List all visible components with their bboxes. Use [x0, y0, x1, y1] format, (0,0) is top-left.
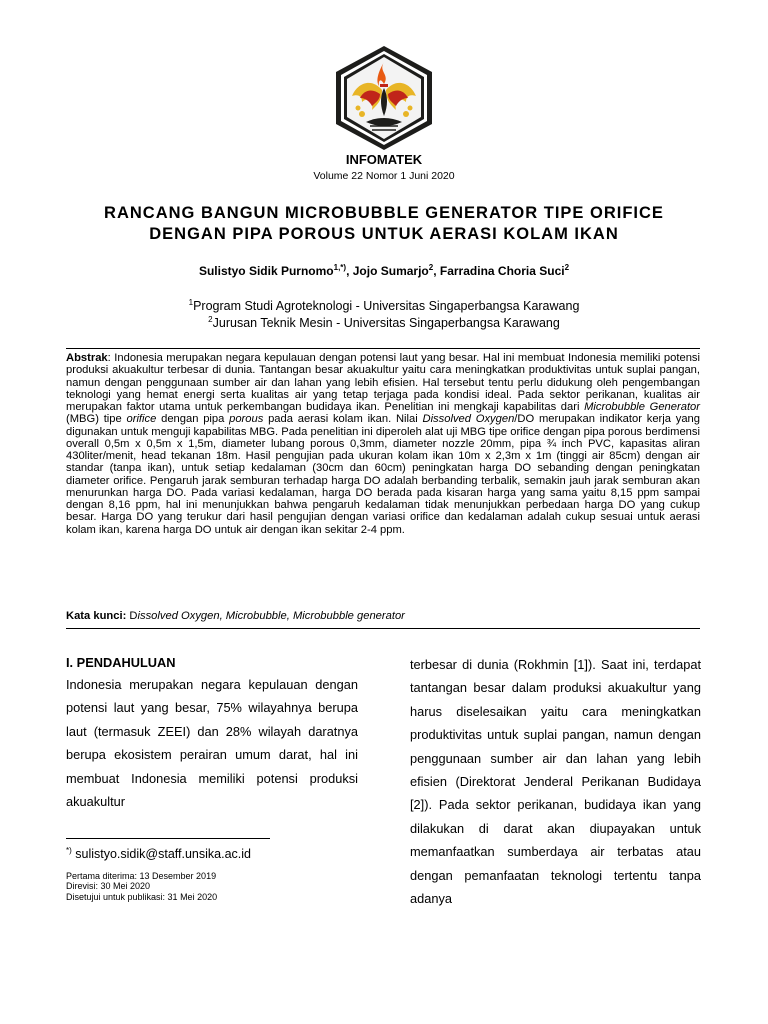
abstract-italic: porous [229, 413, 264, 426]
footnote-rule [66, 838, 270, 839]
date-revised: Direvisi: 30 Mei 2020 [66, 881, 151, 892]
abstract-text: : Indonesia merupakan negara kepulauan dengan potensi laut yang besar. Hal ini membuat Indonesia memiliki potensi produksi akuakultur terbesar di dunia. Tantangan besar akuakultur yaitu cara meningkatkan produktivitas untuk suplai pangan, namun dengan penggunaan sumber air dan lahan yang lebih efisien. Hal tersebut tentu perlu didukung oleh pengembangan teknologi yang hemat energi serta kualitas air yang tetap terjaga pada kondisi ideal. Pada sektor perikanan, kualitas air merupakan faktor utama untuk perkembangan budidaya ikan. Penelitian ini mengkaji kapabilitas dari [66, 352, 700, 413]
journal-name: INFOMATEK [345, 152, 423, 167]
abstract-text: dengan pipa [156, 413, 230, 426]
author-affiliation-mark: 2 [564, 263, 570, 272]
author-name: , Jojo Sumarjo [346, 264, 429, 278]
body-right-column: terbesar di dunia (Rokhmin [1]). Saat ini, terdapat tantangan besar dalam produksi akuakultur yang harus diselesaikan yaitu cara meningkatkan produktivitas untuk suplai pangan, namun dengan penggunaan sumber air dan lahan yang lebih efisien (Direktorat Jenderal Perikanan Budidaya [2]). Pada sektor perikanan, budidaya ikan yang dilakukan di darat akan diupayakan untuk memanfaatkan sumberdaya air terbatas atau dengan pemanfaatan teknologi tertentu tanpa adanya [410, 657, 701, 907]
affiliation-text: Program Studi Agroteknologi - Universitas Singaperbangsa Karawang [193, 299, 580, 314]
footnote-email: sulistyo.sidik@staff.unsika.ac.id [71, 847, 251, 862]
affiliation-mark: 2 [208, 315, 213, 325]
submission-dates [66, 871, 217, 902]
keywords-first-letter: D [126, 610, 138, 622]
author-name: Sulistyo Sidik Purnomo [198, 264, 334, 278]
author-affiliation-mark: 1,*) [333, 263, 347, 272]
affiliations [0, 296, 768, 330]
author-list [0, 263, 768, 278]
abstract-italic: orifice [126, 413, 157, 426]
university-logo [332, 44, 436, 152]
keywords-text: issolved Oxygen, Microbubble, Microbubble generator [137, 610, 405, 622]
keywords [66, 610, 700, 622]
abstract [66, 352, 700, 536]
affiliation-mark: 1 [188, 298, 194, 307]
body-left-column: Indonesia merupakan negara kepulauan dengan potensi laut yang besar, 75% wilayahnya berupa laut (termasuk ZEEI) dan 28% wilayah daratnya berupa ekosistem perairan umum darat, hal ini membuat Indonesia memiliki potensi produksi akuakultur [66, 677, 358, 810]
abstract-text: (MBG) tipe [66, 413, 127, 426]
abstract-italic: Dissolved Oxygen [422, 413, 515, 426]
affiliation-line [0, 313, 768, 330]
abstract-italic: Microbubble Generator [584, 401, 701, 413]
abstract-text: pada aerasi kolam ikan. Nilai [263, 413, 423, 426]
abstract-label: Abstrak [66, 352, 108, 364]
author-name: , Farradina Choria Suci [433, 264, 565, 278]
date-received: Pertama diterima: 13 Desember 2019 [66, 871, 217, 881]
title-line: RANCANG BANGUN MICROBUBBLE GENERATOR TIPE ORIFICE [104, 204, 664, 222]
keywords-bottom-rule [66, 628, 700, 629]
title-line: DENGAN PIPA POROUS UNTUK AERASI KOLAM IKAN [149, 225, 619, 243]
date-accepted: Disetujui untuk publikasi: 31 Mei 2020 [66, 891, 218, 902]
journal-volume: Volume 22 Nomor 1 Juni 2020 [313, 170, 455, 182]
footnote-mark: *) [66, 846, 72, 855]
affiliation-text: Jurusan Teknik Mesin - Universitas Singaperbangsa Karawang [212, 316, 560, 331]
keywords-label: Kata kunci: [66, 610, 127, 622]
affiliation-line [0, 296, 768, 313]
abstract-text: /DO merupakan indikator kerja yang digunakan untuk menguji kapabilitas MBG. Pada penelitian ini diperoleh alat uji MBG tipe orifice dengan pipa porous berdimensi overall 0,5m x 0,5m x 1,5m, diameter lubang porous 0,3mm, diameter nozzle 20mm, pipa ¾ inch PVC, kapasitas aliran 430liter/menit, head tekanan 18m. Hasil pengujian pada ukuran kolam ikan 10m x 2,3m x 1m (tinggi air 85cm) dengan air standar (tanpa ikan), untuk setiap kedalaman (30cm dan 60cm) peningkatan harga DO sebanding dengan peningkatan diameter orifice. Pengaruh jarak semburan terhadap harga DO adalah berbanding terbalik, semakin jauh jarak semburan akan menurunkan harga DO. Pada variasi kedalaman, harga DO berada pada kisaran harga yang sama yaitu 8,15 ppm sampai dengan 8,16 ppm, hal ini menunjukkan bahwa pengaruh kedalaman tidak menunjukkan perbedaan harga DO yang cukup besar. Harga DO yang terukur dari hasil pengujian dengan variasi orifice dan kedalaman adalah cukup sesuai untuk aerasi kolam ikan, karena harga DO untuk air dengan ikan sekitar 2-4 ppm. [66, 413, 700, 536]
abstract-top-rule [66, 348, 700, 349]
corresponding-email-footnote [66, 846, 251, 861]
paper-title [0, 203, 768, 245]
author-affiliation-mark: 2 [428, 263, 434, 272]
section-heading: I. PENDAHULUAN [66, 655, 176, 670]
